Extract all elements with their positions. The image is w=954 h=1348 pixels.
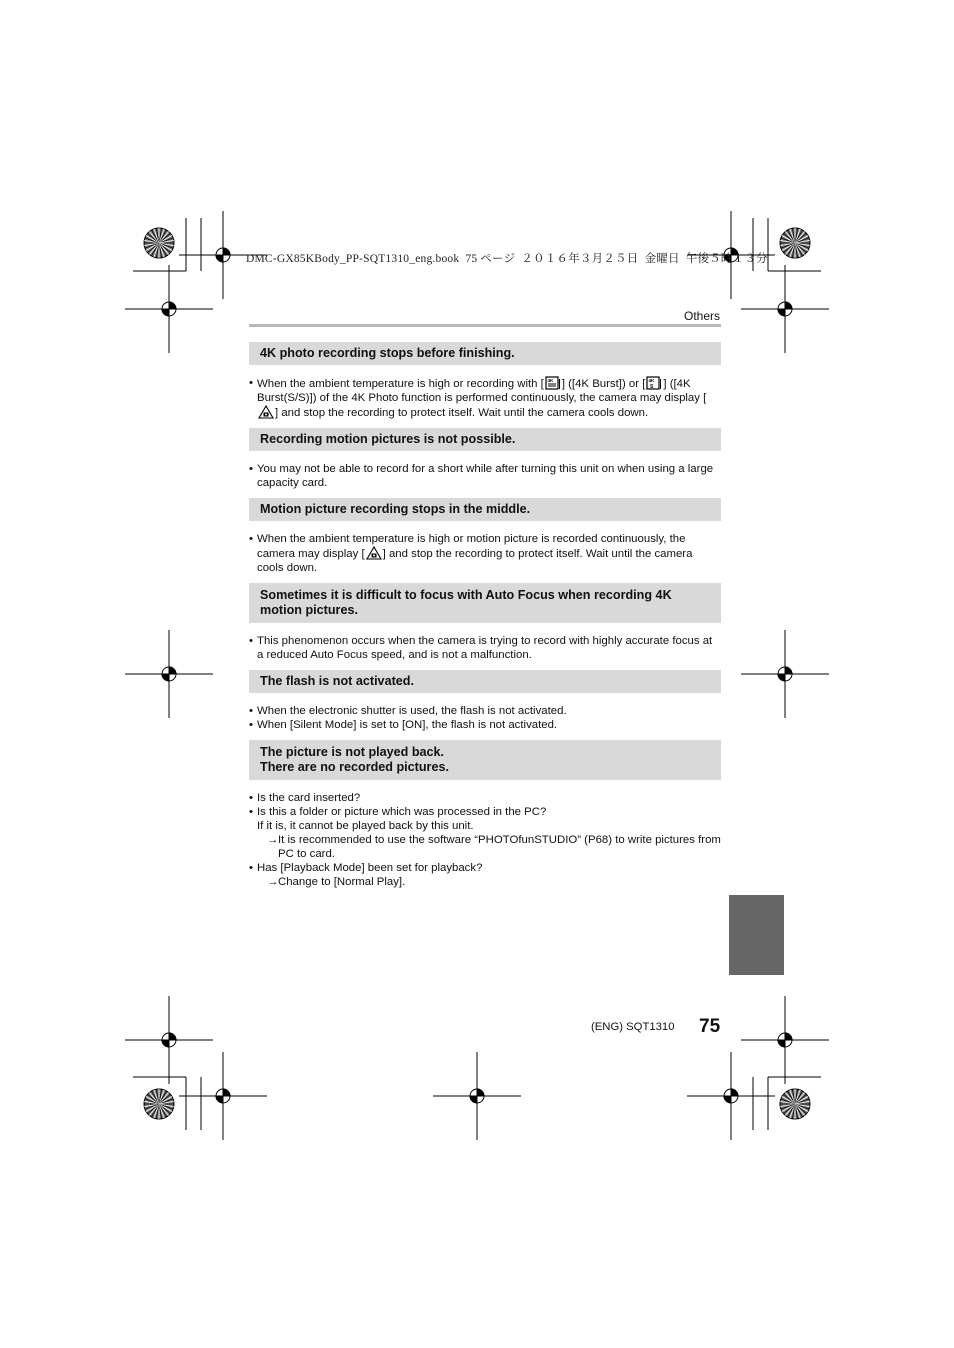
section-items — [249, 704, 721, 732]
crosshair-mark — [741, 265, 829, 353]
heading-line: There are no recorded pictures. — [260, 760, 449, 774]
footer-code: (ENG) SQT1310 — [591, 1021, 675, 1033]
chapter-tab — [729, 895, 784, 975]
page-number: 75 — [699, 1016, 721, 1037]
svg-text:S: S — [650, 384, 654, 390]
crosshair-mark — [433, 1052, 521, 1140]
overheat-warning-icon — [258, 405, 274, 419]
overheat-warning-icon — [366, 546, 382, 560]
section-heading: Sometimes it is difficult to focus with Auto Focus when recording 4K motion pictures. — [249, 583, 721, 623]
arrow-item-text: Change to [Normal Play]. — [278, 876, 406, 888]
crosshair-mark — [125, 265, 213, 353]
list-item: • When the electronic shutter is used, the flash is not activated. — [249, 704, 721, 718]
item-text: ] and stop the recording to protect itself. Wait until the camera cools down. — [275, 407, 649, 419]
item-text: • Is this a folder or picture which was processed in the PC? — [257, 806, 547, 818]
list-item — [249, 861, 721, 889]
section-label: Others — [683, 309, 720, 323]
section-heading: Motion picture recording stops in the middle. — [249, 498, 721, 521]
section-heading: Recording motion pictures is not possible. — [249, 428, 721, 451]
item-text: ] ([4K Burst(S/S)]) of the 4K Photo function is performed continuously, the camera may display [ — [257, 378, 707, 404]
section-items — [249, 532, 721, 575]
list-item: • This phenomenon occurs when the camera is trying to record with highly accurate focus at a reduced Auto Focus speed, and is not a malfunction. — [249, 634, 721, 662]
item-text: When the ambient temperature is high or motion picture is recorded continuously, the camera may display [ — [257, 533, 686, 560]
heading-line: The picture is not played back. — [260, 745, 445, 759]
item-text: When the ambient temperature is high or recording with [ — [257, 378, 544, 390]
starburst-mark — [780, 1089, 810, 1119]
svg-text:4K: 4K — [648, 378, 655, 383]
4k-burst-ss-icon — [646, 376, 662, 390]
section-items — [249, 634, 721, 662]
crosshair-mark — [125, 630, 213, 718]
4k-burst-icon — [545, 376, 561, 390]
section-items — [249, 791, 721, 889]
arrow-item — [257, 875, 721, 889]
crosshair-mark — [125, 996, 213, 1084]
item-continuation: If it is, it cannot be played back by this unit. — [257, 820, 474, 832]
starburst-mark — [144, 228, 174, 258]
section-heading: The flash is not activated. — [249, 670, 721, 693]
section-heading: 4K photo recording stops before finishing. — [249, 342, 721, 365]
crosshair-mark — [687, 1052, 775, 1140]
list-item — [249, 805, 721, 861]
list-item — [249, 532, 721, 575]
section-items — [249, 462, 721, 490]
header-rule — [249, 324, 721, 327]
starburst-mark — [144, 1089, 174, 1119]
item-text: ] ([4K Burst]) or [ — [561, 378, 646, 390]
crosshair-mark — [179, 1052, 267, 1140]
arrow-icon: → — [267, 876, 279, 888]
crosshair-mark — [741, 996, 829, 1084]
print-header: DMC-GX85KBody_PP-SQT1310_eng.book 75 ページ ２０１６年３月２５日 金曜日 午後５時１３分 — [246, 253, 768, 265]
item-text: • Has [Playback Mode] been set for playback? — [257, 862, 483, 874]
list-item — [249, 376, 721, 420]
crosshair-mark — [741, 630, 829, 718]
arrow-icon: → — [267, 834, 279, 846]
troubleshooting-content — [249, 342, 721, 897]
list-item: • When [Silent Mode] is set to [ON], the flash is not activated. — [249, 718, 721, 732]
arrow-item-text: It is recommended to use the software “PHOTOfunSTUDIO” (P68) to write pictures from PC to card. — [278, 834, 721, 860]
item-text: ] and stop the recording to protect itself. Wait until the camera cools down. — [257, 548, 693, 574]
list-item: • Is the card inserted? — [249, 791, 721, 805]
arrow-item — [257, 833, 721, 861]
section-items — [249, 376, 721, 420]
section-heading — [249, 740, 721, 780]
list-item: • You may not be able to record for a short while after turning this unit on when using a large capacity card. — [249, 462, 721, 490]
svg-text:4K: 4K — [547, 378, 554, 383]
